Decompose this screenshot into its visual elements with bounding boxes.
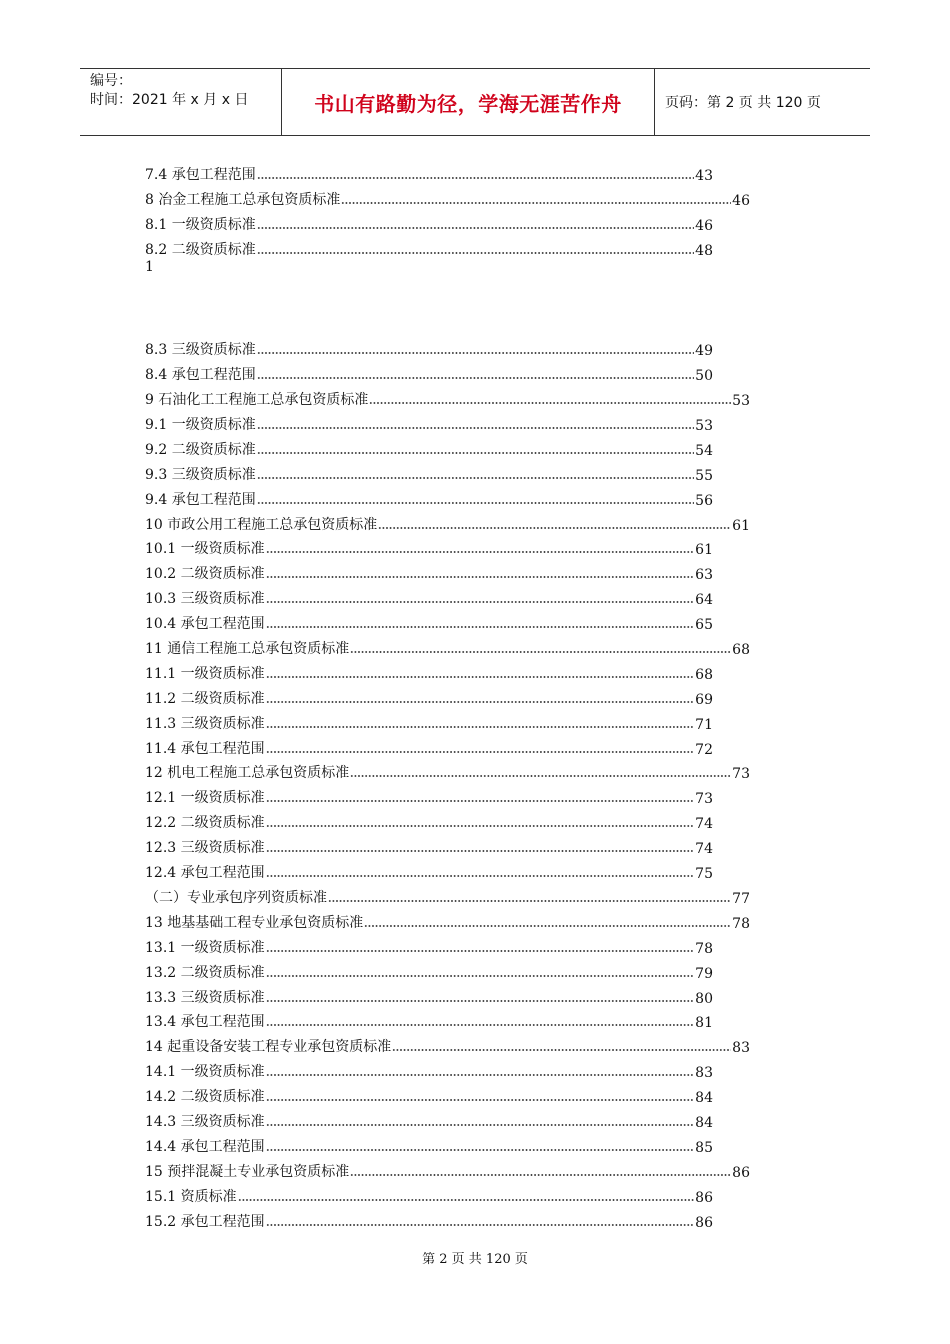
toc-entry[interactable] (145, 708, 713, 733)
toc-entry-page: 61 (732, 517, 750, 534)
toc-entry[interactable] (145, 1181, 713, 1206)
toc-entry-label: 10.1 一级资质标准 (145, 541, 265, 558)
toc-entry[interactable] (145, 209, 713, 234)
toc-entry[interactable] (145, 534, 713, 559)
toc-entry[interactable] (145, 1081, 713, 1106)
toc-entry-page: 73 (695, 791, 713, 808)
page-info: 页码：第 2 页 共 120 页 (665, 95, 821, 111)
toc-entry-page: 49 (695, 343, 713, 360)
toc-entry[interactable] (145, 459, 713, 484)
toc-entry-page: 71 (695, 716, 713, 733)
toc-entry-page: 86 (695, 1214, 713, 1231)
toc-entry-label: 10.4 承包工程范围 (145, 616, 265, 633)
toc-entry-label: 8.1 一级资质标准 (145, 216, 256, 233)
toc-leader-dots (266, 1123, 695, 1127)
toc-entry-page: 68 (732, 642, 750, 659)
toc-entry-label: 14.4 承包工程范围 (145, 1138, 265, 1155)
toc-entry-label: 14.2 二级资质标准 (145, 1089, 265, 1106)
toc-entry[interactable] (145, 1007, 713, 1032)
toc-entry-label: 13 地基基础工程专业承包资质标准 (145, 914, 364, 931)
toc-section-a (145, 159, 750, 259)
toc-entry[interactable] (145, 1056, 713, 1081)
toc-entry-label: 12.3 三级资质标准 (145, 840, 265, 857)
toc-entry-page: 81 (695, 1015, 713, 1032)
toc-entry-page: 53 (732, 393, 750, 410)
header-page-info (655, 69, 870, 135)
toc-leader-dots (350, 650, 731, 654)
toc-entry-page: 75 (695, 866, 713, 883)
toc-entry-page: 50 (695, 368, 713, 385)
toc-entry-page: 55 (695, 467, 713, 484)
toc-entry-page: 80 (695, 990, 713, 1007)
toc-entry-label: 12.2 二级资质标准 (145, 815, 265, 832)
toc-entry-page: 68 (695, 666, 713, 683)
toc-entry-page: 74 (695, 816, 713, 833)
toc-entry-label: 8.4 承包工程范围 (145, 367, 256, 384)
toc-entry-page: 46 (695, 217, 713, 234)
toc-leader-dots (266, 750, 695, 754)
toc-entry-label: 15 预拌混凝土专业承包资质标准 (145, 1163, 350, 1180)
toc-entry-label: 12.4 承包工程范围 (145, 865, 265, 882)
toc-entry-label: 10.2 二级资质标准 (145, 566, 265, 583)
toc-entry-label: 9.2 二级资质标准 (145, 441, 256, 458)
toc-entry[interactable] (145, 658, 713, 683)
toc-entry-label: 9.3 三级资质标准 (145, 466, 256, 483)
toc-leader-dots (257, 176, 694, 180)
toc-entry-label: 13.1 一级资质标准 (145, 939, 265, 956)
page-marker: 1 (145, 258, 154, 275)
toc-entry[interactable] (145, 184, 750, 209)
page-header (80, 68, 870, 136)
toc-entry-page: 78 (732, 915, 750, 932)
toc-entry[interactable] (145, 409, 713, 434)
toc-entry-page: 46 (732, 192, 750, 209)
toc-entry-page: 72 (695, 741, 713, 758)
time-label: 时间：2021 年 x 月 x 日 (90, 92, 249, 108)
toc-entry-page: 84 (695, 1114, 713, 1131)
toc-section-b (145, 334, 750, 1230)
toc-entry-page: 65 (695, 617, 713, 634)
toc-entry-page: 83 (695, 1065, 713, 1082)
toc-leader-dots (266, 675, 695, 679)
toc-leader-dots (257, 426, 694, 430)
toc-entry-page: 73 (732, 766, 750, 783)
toc-entry-page: 84 (695, 1090, 713, 1107)
toc-entry-page: 48 (695, 242, 713, 259)
toc-entry[interactable] (145, 1106, 713, 1131)
toc-leader-dots (328, 899, 731, 903)
toc-leader-dots (266, 1073, 695, 1077)
toc-entry[interactable] (145, 782, 713, 807)
toc-entry-label: 14 起重设备安装工程专业承包资质标准 (145, 1039, 392, 1056)
toc-entry-page: 69 (695, 691, 713, 708)
toc-entry[interactable] (145, 334, 713, 359)
toc-entry-label: 7.4 承包工程范围 (145, 166, 256, 183)
toc-entry-label: 11.2 二级资质标准 (145, 690, 265, 707)
toc-entry-label: 11.3 三级资质标准 (145, 715, 265, 732)
toc-entry[interactable] (145, 957, 713, 982)
toc-entry-label: 9.1 一级资质标准 (145, 417, 256, 434)
toc-entry-page: 63 (695, 567, 713, 584)
toc-entry[interactable] (145, 384, 750, 409)
toc-leader-dots (266, 550, 695, 554)
section-gap (145, 283, 750, 334)
toc-entry[interactable] (145, 509, 750, 534)
toc-entry-label: （二）专业承包序列资质标准 (145, 889, 327, 906)
toc-leader-dots (266, 849, 695, 853)
toc-entry-page: 74 (695, 841, 713, 858)
toc-leader-dots (266, 824, 695, 828)
toc-entry-page: 79 (695, 965, 713, 982)
toc-entry-label: 11.1 一级资质标准 (145, 665, 265, 682)
toc-entry-label: 13.4 承包工程范围 (145, 1014, 265, 1031)
toc-entry-label: 11 通信工程施工总承包资质标准 (145, 641, 350, 658)
toc-entry[interactable] (145, 159, 713, 184)
toc-entry[interactable] (145, 832, 713, 857)
toc-entry[interactable] (145, 982, 713, 1007)
toc-leader-dots (266, 874, 695, 878)
toc-leader-dots (266, 1148, 695, 1152)
toc-entry-page: 83 (732, 1040, 750, 1057)
toc-entry-label: 8.2 二级资质标准 (145, 241, 256, 258)
header-meta (80, 69, 282, 135)
toc-leader-dots (257, 451, 694, 455)
toc-leader-dots (257, 476, 694, 480)
toc-entry-label: 12 机电工程施工总承包资质标准 (145, 765, 350, 782)
toc-entry[interactable] (145, 1131, 713, 1156)
code-label: 编号： (90, 73, 132, 89)
toc-leader-dots (266, 725, 695, 729)
toc-entry-label: 10.3 三级资质标准 (145, 591, 265, 608)
toc-entry-label: 14.1 一级资质标准 (145, 1064, 265, 1081)
toc-entry-label: 15.2 承包工程范围 (145, 1213, 265, 1230)
toc-entry-label: 13.3 三级资质标准 (145, 989, 265, 1006)
toc-leader-dots (266, 700, 695, 704)
toc-entry-label: 12.1 一级资质标准 (145, 790, 265, 807)
toc-entry[interactable] (145, 1156, 750, 1181)
toc-entry[interactable] (145, 907, 750, 932)
toc-entry-label: 10 市政公用工程施工总承包资质标准 (145, 516, 378, 533)
toc-entry-label: 8 冶金工程施工总承包资质标准 (145, 191, 341, 208)
toc-entry[interactable] (145, 758, 750, 783)
toc-leader-dots (257, 376, 694, 380)
toc-entry[interactable] (145, 882, 750, 907)
toc-leader-dots (266, 575, 695, 579)
toc-entry[interactable] (145, 558, 713, 583)
toc-leader-dots (238, 1198, 695, 1202)
toc-entry-page: 54 (695, 442, 713, 459)
toc-entry[interactable] (145, 359, 713, 384)
toc-entry-page: 61 (695, 542, 713, 559)
toc-leader-dots (350, 774, 731, 778)
toc-leader-dots (266, 799, 695, 803)
toc-entry[interactable] (145, 857, 713, 882)
toc-entry[interactable] (145, 932, 713, 957)
toc-entry[interactable] (145, 583, 713, 608)
table-of-contents (145, 159, 750, 1231)
toc-leader-dots (257, 226, 694, 230)
toc-entry-label: 9.4 承包工程范围 (145, 491, 256, 508)
toc-entry-page: 86 (732, 1164, 750, 1181)
toc-entry-page: 56 (695, 492, 713, 509)
toc-entry-label: 8.3 三级资质标准 (145, 342, 256, 359)
toc-leader-dots (266, 600, 695, 604)
toc-leader-dots (378, 526, 731, 530)
toc-entry[interactable] (145, 733, 713, 758)
toc-leader-dots (257, 351, 694, 355)
toc-entry[interactable] (145, 807, 713, 832)
toc-entry-label: 9 石油化工工程施工总承包资质标准 (145, 392, 369, 409)
toc-entry[interactable] (145, 608, 713, 633)
toc-entry-page: 64 (695, 592, 713, 609)
toc-leader-dots (341, 201, 731, 205)
page-footer: 第 2 页 共 120 页 (422, 1252, 528, 1267)
toc-leader-dots (257, 501, 694, 505)
toc-leader-dots (266, 1223, 695, 1227)
toc-leader-dots (369, 401, 731, 405)
toc-entry-label: 13.2 二级资质标准 (145, 964, 265, 981)
header-motto-cell (282, 69, 655, 135)
toc-entry-page: 86 (695, 1189, 713, 1206)
toc-entry[interactable] (145, 1031, 750, 1056)
toc-leader-dots (364, 924, 731, 928)
toc-entry-label: 14.3 三级资质标准 (145, 1113, 265, 1130)
toc-entry[interactable] (145, 484, 713, 509)
toc-entry-page: 78 (695, 940, 713, 957)
toc-entry[interactable] (145, 234, 713, 259)
toc-leader-dots (392, 1048, 731, 1052)
toc-entry-page: 77 (732, 890, 750, 907)
toc-entry-label: 11.4 承包工程范围 (145, 740, 265, 757)
toc-leader-dots (350, 1173, 731, 1177)
toc-entry[interactable] (145, 434, 713, 459)
motto: 书山有路勤为径，学海无涯苦作舟 (314, 91, 622, 116)
toc-leader-dots (266, 625, 695, 629)
toc-entry-page: 43 (695, 167, 713, 184)
toc-leader-dots (257, 251, 694, 255)
toc-entry-page: 53 (695, 418, 713, 435)
toc-entry-label: 15.1 资质标准 (145, 1188, 237, 1205)
toc-entry[interactable] (145, 633, 750, 658)
toc-entry[interactable] (145, 1206, 713, 1231)
toc-entry-page: 85 (695, 1139, 713, 1156)
toc-leader-dots (266, 949, 695, 953)
toc-leader-dots (266, 974, 695, 978)
toc-entry[interactable] (145, 683, 713, 708)
toc-leader-dots (266, 1098, 695, 1102)
toc-leader-dots (266, 1023, 695, 1027)
toc-leader-dots (266, 999, 695, 1003)
